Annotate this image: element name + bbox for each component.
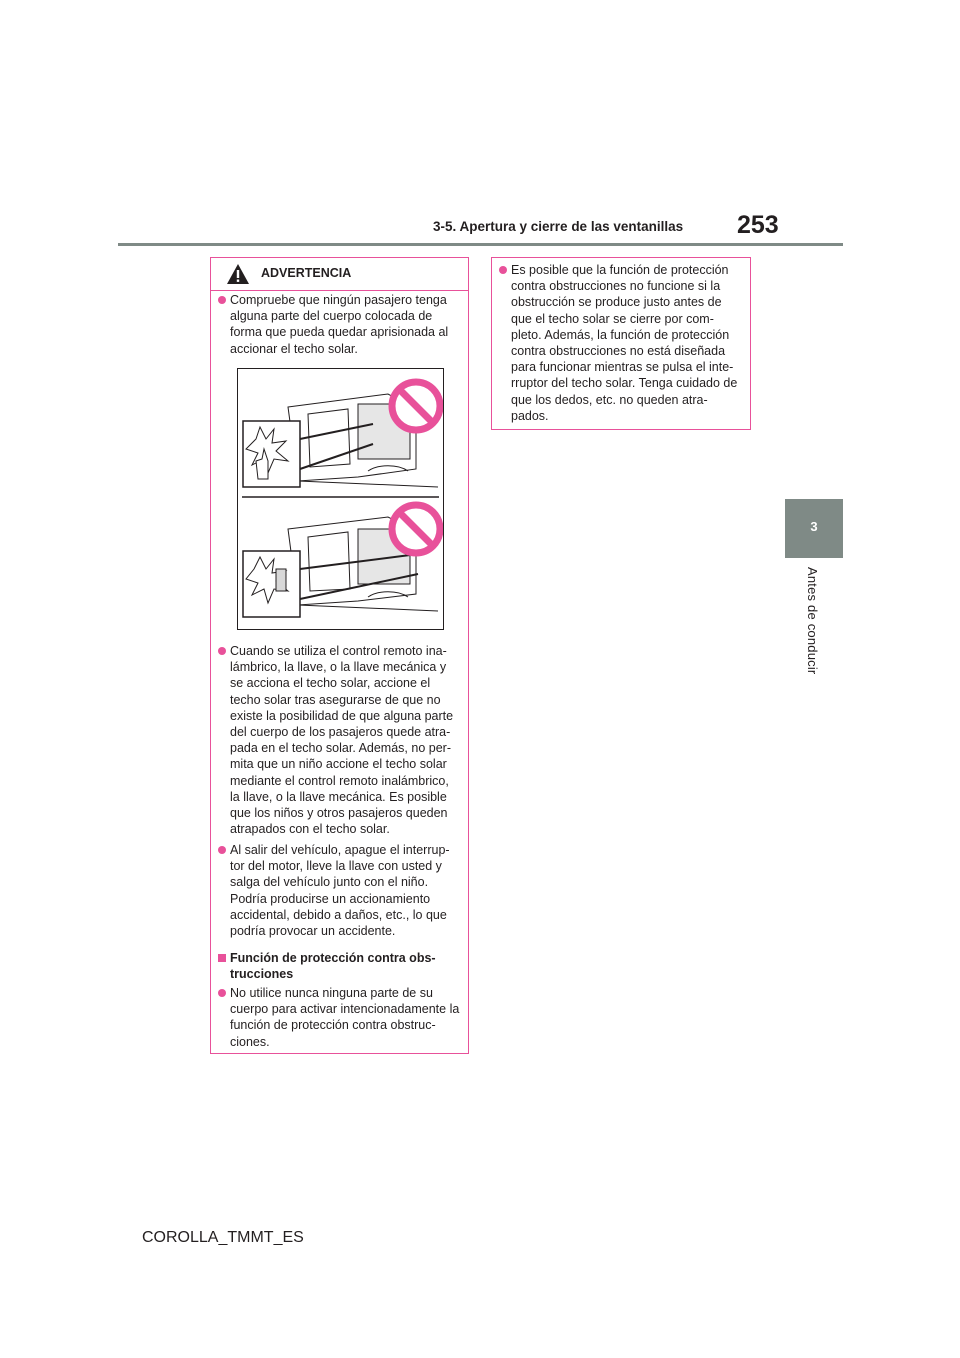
- illustration-drawing: [238, 369, 443, 629]
- warning-triangle-icon: [226, 263, 250, 285]
- subheading-text: Función de protección contra obs-trucciones: [230, 951, 436, 982]
- chapter-title: Antes de conducir: [805, 567, 820, 675]
- bullet-icon: [218, 989, 226, 997]
- chapter-tab: [785, 499, 843, 558]
- bullet-icon: [499, 266, 507, 274]
- warning-item: [215, 842, 462, 939]
- sunroof-warning-illustration: [237, 368, 444, 630]
- chapter-number: 3: [810, 519, 818, 534]
- warning-item-text: Compruebe que ningún pasajero tenga alguna parte del cuerpo colocada de forma que pueda quedar aprisionada al accionar el techo solar.: [230, 293, 449, 356]
- section-title: 3-5. Apertura y cierre de las ventanillas: [433, 219, 684, 234]
- prohibited-icon: [392, 382, 440, 430]
- warning-item-text: Cuando se utiliza el control remoto ina-lámbrico, la llave, o la llave mecánica y se acciona el techo solar, accione el techo solar tras asegurarse de que no existe la posibilidad de que alguna parte del cuerpo de los pasajeros quede atra-pada en el techo solar. Además, no per-mita que un niño accione el techo solar mediante el control remoto inalámbrico, la llave, o la llave mecánica. Es posible que los niños y otros pasajeros queden atrapados con el techo solar.: [230, 644, 454, 837]
- document-code: COROLLA_TMMT_ES: [142, 1229, 304, 1246]
- bullet-icon: [218, 647, 226, 655]
- warning-item: [215, 292, 462, 357]
- note-item-text: Es posible que la función de protección contra obstrucciones no funcione si la obstrucción se produce justo antes de que el techo solar se cierre por com-pleto. Además, la función de protección contra obstrucciones no está diseñada para funcionar mientras se pulsa el inte-rruptor del techo solar. Tenga cuidado de que los dedos, etc. no queden atra-pados.: [511, 263, 738, 423]
- warning-box: [210, 257, 469, 1054]
- page-number: 253: [737, 211, 779, 239]
- note-box: [491, 257, 751, 430]
- bullet-icon: [218, 296, 226, 304]
- warning-title: ADVERTENCIA: [261, 266, 352, 280]
- square-bullet-icon: [218, 954, 226, 962]
- warning-header: [211, 258, 468, 291]
- note-item: [496, 262, 744, 424]
- warning-item: [215, 985, 462, 1050]
- warning-item-text: No utilice nunca ninguna parte de su cuerpo para activar intencionadamente la función de protección contra obstruc-ciones.: [230, 986, 460, 1049]
- warning-subheading: [215, 950, 462, 982]
- bullet-icon: [218, 846, 226, 854]
- header-divider: [118, 243, 843, 246]
- warning-item-text: Al salir del vehículo, apague el interrup-tor del motor, lleve la llave con usted y salga del vehículo junto con el niño. Podría producirse un accionamiento accidental, debido a daños, etc., lo que podría provocar un accidente.: [230, 843, 450, 939]
- prohibited-icon: [392, 505, 440, 553]
- warning-item: [215, 643, 462, 837]
